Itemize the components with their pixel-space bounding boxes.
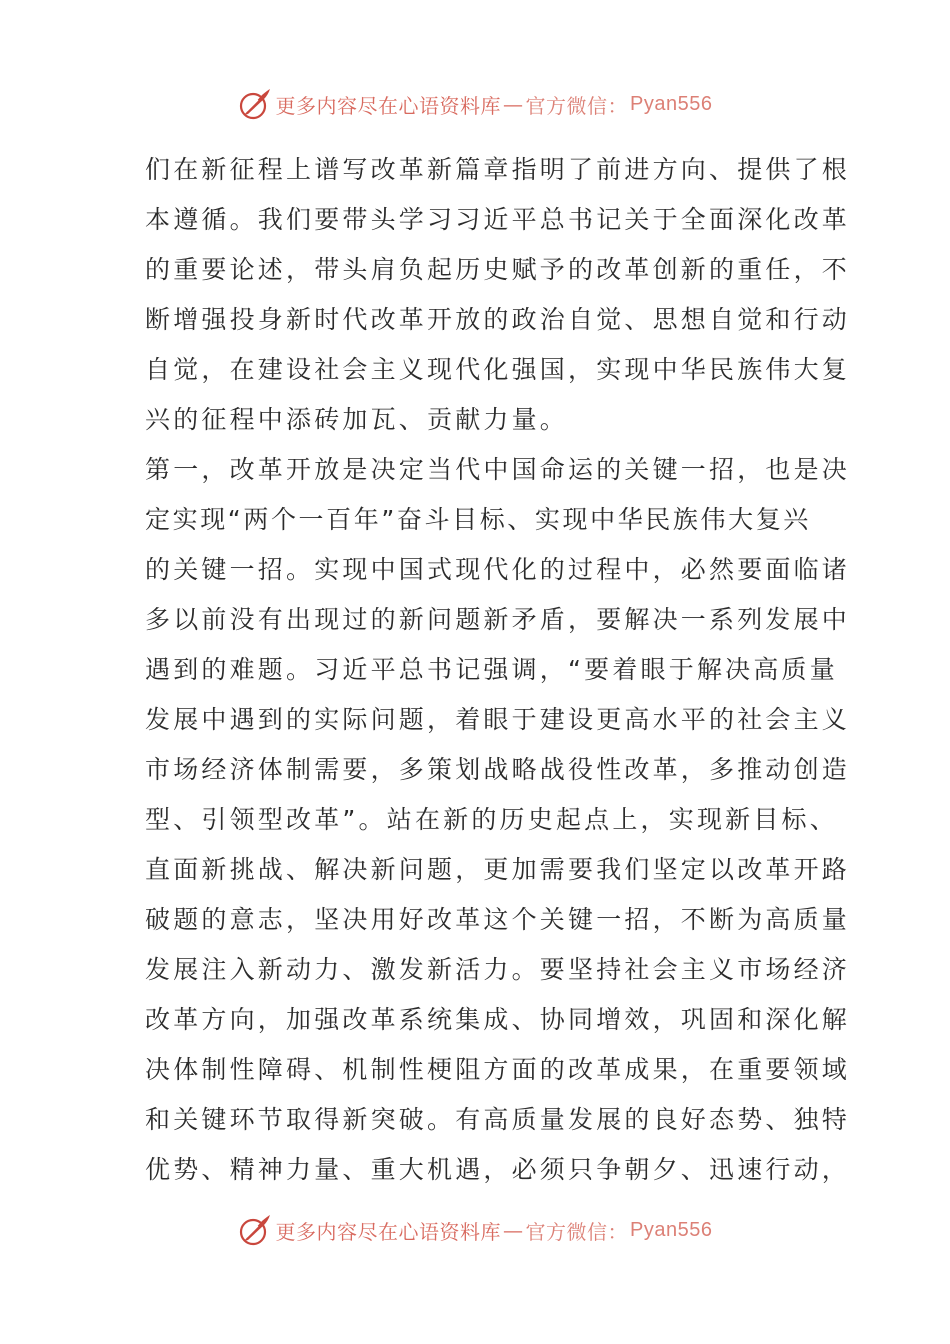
text-line: 破题的意志，坚决用好改革这个关键一招，不断为高质量 [145,905,851,934]
text-line: 型、引领型改革”。站在新的历史起点上，实现新目标、 [145,805,838,834]
text-line: 和关键环节取得新突破。有高质量发展的良好态势、独特 [145,1105,851,1134]
text-line: 决体制性障碍、机制性梗阻方面的改革成果，在重要领域 [145,1055,851,1084]
text-line: 发展注入新动力、激发新活力。要坚持社会主义市场经济 [145,955,851,984]
text-line: 兴的征程中添砖加瓦、贡献力量。 [145,405,569,434]
watermark-dash: — [503,1218,524,1242]
footer-watermark [0,1210,950,1250]
text-line: 自觉，在建设社会主义现代化强国，实现中华民族伟大复 [145,355,851,384]
text-line: 多以前没有出现过的新问题新矛盾，要解决一系列发展中 [145,605,851,634]
text-line: 遇到的难题。习近平总书记强调，“要着眼于解决高质量 [145,655,838,684]
text-line: 定实现“两个一百年”奋斗目标、实现中华民族伟大复兴 [145,505,811,534]
watermark-wechat-id: Pyan556 [630,1218,713,1241]
text-line: 第一，改革开放是决定当代中国命运的关键一招，也是决 [145,455,851,484]
text-line: 市场经济体制需要，多策划战略战役性改革，多推动创造 [145,755,851,784]
watermark-wechat-label: 官方微信： [525,93,629,118]
watermark-dash: — [503,92,524,116]
watermark-wechat-id: Pyan556 [630,92,713,115]
watermark-wechat-label: 官方微信： [525,1219,629,1244]
header-watermark [0,84,950,124]
document-body [145,148,851,1198]
text-line: 改革方向，加强改革系统集成、协同增效，巩固和深化解 [145,1005,851,1034]
text-line: 们在新征程上谱写改革新篇章指明了前进方向、提供了根 [145,155,851,184]
quill-pen-logo-icon [238,1213,272,1247]
text-line: 本遵循。我们要带头学习习近平总书记关于全面深化改革 [145,205,851,234]
text-line: 的重要论述，带头肩负起历史赋予的改革创新的重任，不 [145,255,851,284]
text-line: 发展中遇到的实际问题，着眼于建设更高水平的社会主义 [145,705,851,734]
watermark-text: 更多内容尽在心语资料库 [275,93,502,118]
watermark-text: 更多内容尽在心语资料库 [275,1219,502,1244]
text-line: 断增强投身新时代改革开放的政治自觉、思想自觉和行动 [145,305,851,334]
text-line: 的关键一招。实现中国式现代化的过程中，必然要面临诸 [145,555,851,584]
quill-pen-logo-icon [238,87,272,121]
text-line: 优势、精神力量、重大机遇，必须只争朝夕、迅速行动， [145,1155,851,1184]
text-line: 直面新挑战、解决新问题，更加需要我们坚定以改革开路 [145,855,851,884]
